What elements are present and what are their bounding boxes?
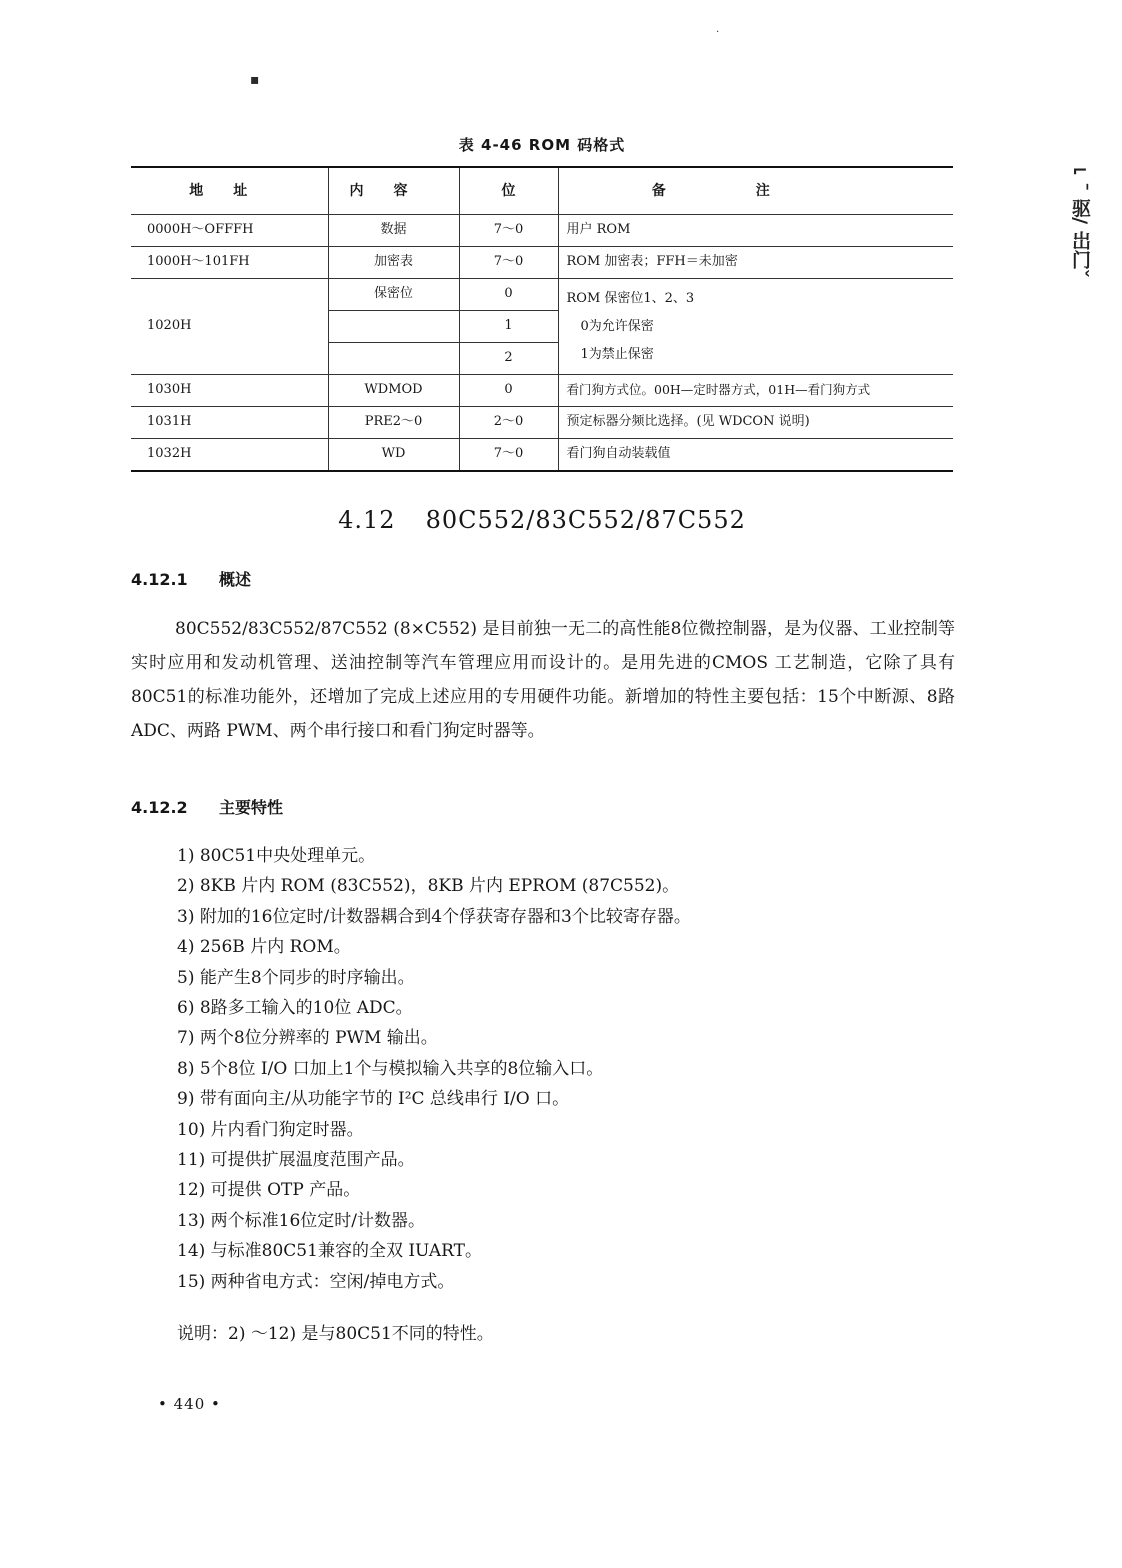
cell-remark: 看门狗方式位。00H—定时器方式，01H—看门狗方式 (558, 375, 953, 407)
cell-content-empty (328, 311, 459, 343)
header-address: 地址 (131, 167, 328, 215)
section-title: 80C552/83C552/87C552 (425, 506, 746, 534)
list-item: 5) 能产生8个同步的时序输出。 (177, 967, 415, 988)
list-item: 8) 5个8位 I/O 口加上1个与模拟输入共享的8位输入口。 (177, 1058, 604, 1079)
list-item: 9) 带有面向主/从功能字节的 I²C 总线串行 I/O 口。 (177, 1089, 570, 1110)
cell-bits: 1 (459, 311, 558, 343)
table-row (131, 407, 953, 439)
list-item: 15) 两种省电方式：空闲/掉电方式。 (177, 1271, 455, 1292)
cell-remark: 用户 ROM (558, 215, 953, 247)
cell-bits: 7～0 (459, 439, 558, 472)
list-item: 7) 两个8位分辨率的 PWM 输出。 (177, 1028, 438, 1049)
header-bits: 位 (459, 167, 558, 215)
cell-bits: 2 (459, 343, 558, 375)
scan-speck-mark: ▪ (250, 72, 260, 88)
list-item: 10) 片内看门狗定时器。 (177, 1119, 364, 1140)
cell-content: 保密位 (328, 279, 459, 311)
section-number: 4.12 (338, 506, 396, 534)
page-edge-scan-marks: ⌐ˉ 驱/ 岀门ˇ (1069, 160, 1091, 279)
table-row (131, 279, 953, 311)
cell-content: WDMOD (328, 375, 459, 407)
table-row (131, 247, 953, 279)
cell-address: 1030H (131, 375, 328, 407)
cell-remark: ROM 加密表；FFH＝未加密 (558, 247, 953, 279)
cell-bits: 2～0 (459, 407, 558, 439)
table-row (131, 439, 953, 472)
cell-address: 0000H～OFFFH (131, 215, 328, 247)
cell-bits: 7～0 (459, 247, 558, 279)
list-item: 6) 8路多工输入的10位 ADC。 (177, 998, 413, 1019)
list-item: 3) 附加的16位定时/计数器耦合到4个俘获寄存器和3个比较寄存器。 (177, 906, 691, 927)
features-note: 说明：2) ～12) 是与80C51不同的特性。 (177, 1324, 494, 1344)
table-caption: 表 4-46 ROM 码格式 (458, 136, 626, 154)
table-row (131, 215, 953, 247)
subsection-number: 4.12.2 (131, 798, 188, 817)
remark-line: ROM 保密位1、2、3 (566, 290, 695, 306)
cell-bits: 0 (459, 375, 558, 407)
list-item: 13) 两个标准16位定时/计数器。 (177, 1210, 426, 1231)
subsection-number: 4.12.1 (131, 570, 188, 589)
page-number: • 440 • (158, 1395, 221, 1413)
table-header-row (131, 167, 953, 215)
cell-content-empty (328, 343, 459, 375)
subsection-title: 主要特性 (219, 798, 284, 817)
cell-content: WD (328, 439, 459, 472)
rom-format-table (131, 166, 953, 472)
list-item: 4) 256B 片内 ROM。 (177, 937, 351, 958)
header-content: 内容 (328, 167, 459, 215)
remark-line: 1为禁止保密 (580, 346, 654, 362)
cell-remark: 预定标器分频比选择。(见 WDCON 说明) (558, 407, 953, 439)
overview-paragraph: 80C552/83C552/87C552 (8×C552) 是目前独一无二的高性能8位微控制器，是为仪器、工业控制等实时应用和发动机管理、送油控制等汽车管理应用而设计的。是用先进的CMOS 工艺制造，它除了具有80C51的标准功能外，还增加了完成上述应用的专用硬件功能。新增加的特性主要包括：15个中断源、8路 ADC、两路 PWM、两个串行接口和看门狗定时器等。 (131, 619, 955, 741)
subsection-heading-overview (131, 567, 251, 590)
scan-speck-mark: . (716, 24, 720, 35)
list-item: 11) 可提供扩展温度范围产品。 (177, 1150, 415, 1171)
list-item: 2) 8KB 片内 ROM (83C552)，8KB 片内 EPROM (87C552)。 (177, 876, 680, 897)
subsection-title: 概述 (219, 570, 252, 589)
cell-address: 1020H (131, 279, 328, 375)
cell-bits: 7～0 (459, 215, 558, 247)
header-remarks: 备注 (558, 167, 953, 215)
cell-address: 1000H～101FH (131, 247, 328, 279)
table-row (131, 375, 953, 407)
cell-bits: 0 (459, 279, 558, 311)
cell-content: PRE2～0 (328, 407, 459, 439)
feature-list (177, 841, 691, 1297)
cell-address: 1032H (131, 439, 328, 472)
cell-content: 加密表 (328, 247, 459, 279)
cell-address: 1031H (131, 407, 328, 439)
section-heading (0, 506, 1084, 534)
list-item: 14) 与标准80C51兼容的全双 IUART。 (177, 1241, 482, 1262)
cell-remark-security-bits (558, 279, 953, 375)
list-item: 1) 80C51中央处理单元。 (177, 846, 376, 866)
subsection-heading-features (131, 795, 283, 818)
cell-content: 数据 (328, 215, 459, 247)
list-item: 12) 可提供 OTP 产品。 (177, 1180, 361, 1201)
remark-line: 0为允许保密 (580, 318, 654, 334)
cell-remark: 看门狗自动装载值 (558, 439, 953, 472)
